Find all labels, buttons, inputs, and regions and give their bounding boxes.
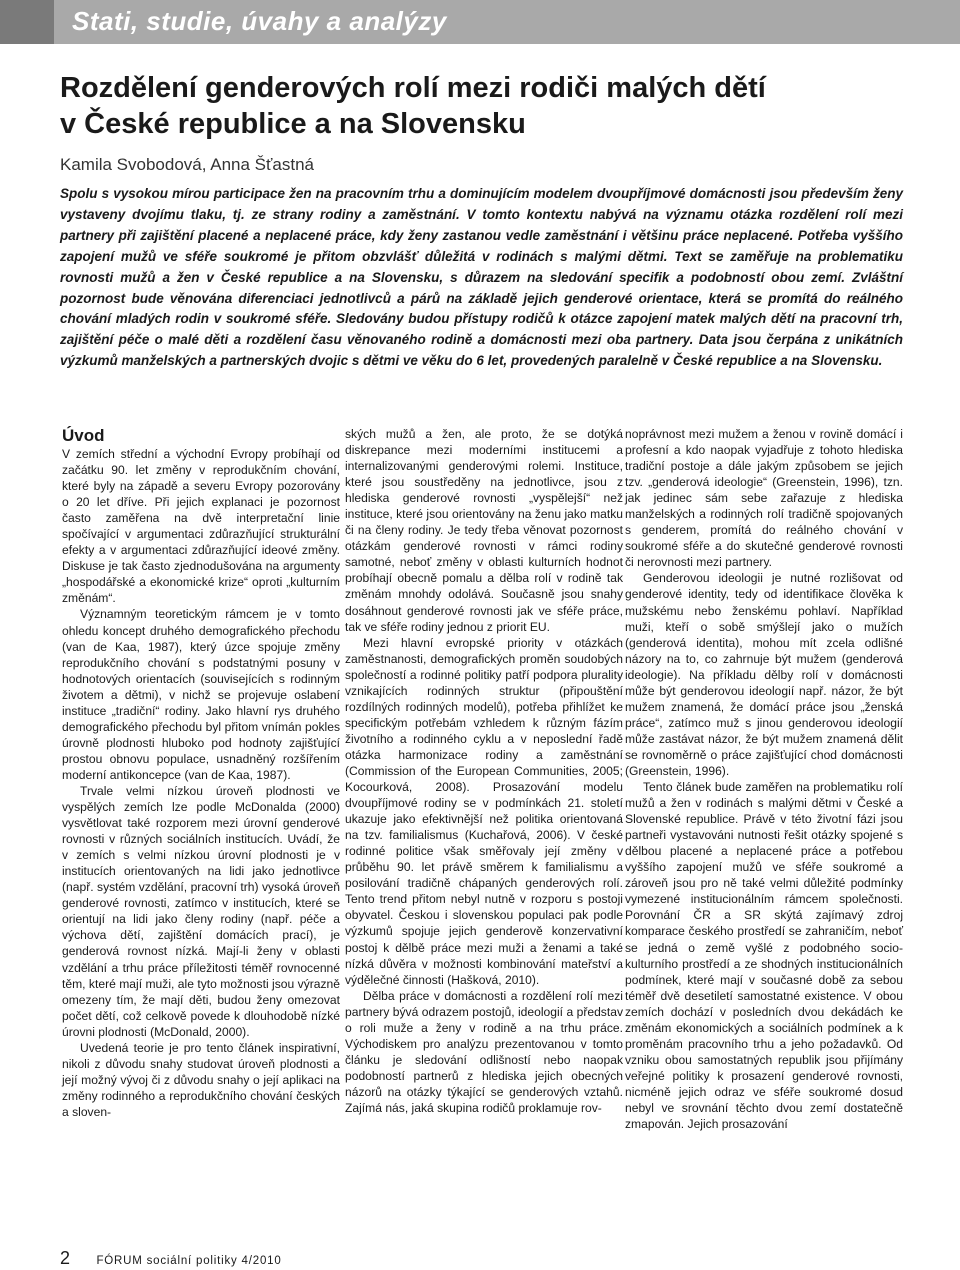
page-footer: [60, 1248, 282, 1269]
article-title: [60, 70, 900, 142]
article-title-line-2: v České republice a na Slovensku: [60, 108, 526, 140]
section-heading: Úvod: [62, 426, 105, 445]
paragraph: Trvale velmi nízkou úroveň plodnosti ve vyspělých zemích lze podle McDonalda (2000) vysvětlovat také rozporem mezi úrovní genderové rovnosti v různých sociálních institucích. Uvádí, že v zemích s velmi nízkou úrovní plodnosti je v institucích orientovaných na lidi jako jednotlivce (např. systém vzdělání, pracovní trh) vysoká úroveň genderové rovnosti, zatímco v institucích, které se orientují na lidi jako členy rodiny (např. péče a výchova dětí, zajištění domácích prací), je genderová rovnost nízká. Mají-li ženy v oblasti vzdělání a trhu práce příležitosti téměř rovnocenné těm, které mají muži, ale tyto možnosti jsou výrazně omezeny tím, že mají děti, budou ženy omezovat počet dětí, což celkově povede k dlouhodobě nízké úrovni plodnosti (McDonald, 2000).: [62, 783, 340, 1039]
text-column-1: [62, 426, 340, 1120]
paragraph: noprávnost mezi mužem a ženou v rovině domácí i profesní a kdo naopak vyjadřuje z tohoto hlediska tradiční postoje a dále jakým způsobem se jejich tzv. „genderová ideologie“ (Greenstein, 1996), tzn. jak jedinec sám sebe zařazuje z hlediska manželských a rodinných rolí tradičně spojovaných s genderem, promítá do reálného chování v soukromé sféře a do skutečné genderové rovnosti či nerovnosti mezi partnery.: [625, 427, 903, 570]
paragraph: V zemích střední a východní Evropy probíhají od začátku 90. let změny v reprodukčním chování, které byly na západě a severu Evropy pozorovány o 20 let dříve. Při jejich explanaci je pozornost často zaměřena na dvě interpretační linie spočívající v argumentaci zdůrazňující strukturální efekty a v argumentaci zdůrazňující ideové změny. Diskuse je tak často zjednodušována na argumenty „hospodářské a ekonomické krize“ oproti „kulturním změnám“.: [62, 447, 340, 606]
paragraph: Dělba práce v domácnosti a rozdělení rolí mezi partnery bývá odrazem postojů, ideologií a představ o roli muže a ženy v rodině a na trhu práce. Východiskem pro analýzu prezentovanou v tomto článku je sledování odlišností nebo naopak podobností partnerů z hlediska jejich obecných názorů na otázky týkající se genderových vztahů. Zajímá nás, jaká skupina rodičů proklamuje rov-: [345, 988, 623, 1115]
section-header-band: [0, 0, 960, 44]
article-title-line-1: Rozdělení genderových rolí mezi rodiči malých dětí: [60, 72, 766, 104]
paragraph: ských mužů a žen, ale proto, že se dotýká diskrepance mezi moderními institucemi a internalizovanými genderovými rolemi. Instituce, které jsou soustředěny na jednotlivce, jsou z hlediska genderové rovnosti „vyspělejší“ než instituce, které jsou orientovány na ženu jako matku či na členy rodiny. Je tedy třeba věnovat pozornost otázkám genderové rovnosti v rámci rodiny samotné, neboť změny v oblasti kulturních hodnot probíhají obecně pomalu a dělba rolí v rodině tak změnám mnohdy odolává. Současně jsou snahy dosáhnout genderové rovnosti jak ve sféře práce, tak ve sféře rodiny jednou z priorit EU.: [345, 427, 623, 634]
paragraph: Významným teoretickým rámcem je v tomto ohledu koncept druhého demografického přechodu (van de Kaa, 1987), který úzce spojuje změny reprodukčního chování s podstatnými posuny v hodnotových orientacích (souvisejících s rodinným životem a dětmi), v nichž se projevuje oslabení instituce „tradiční“ rodiny. Jako hlavní rys druhého demografického přechodu byl přitom vnímán pokles úrovně plodnosti hluboko pod hodnoty zajišťující prostou obnovu populace, usnadněný rozšířením moderní antikoncepce (van de Kaa, 1987).: [62, 607, 340, 782]
article-authors: Kamila Svobodová, Anna Šťastná: [60, 155, 314, 174]
page-number: 2: [60, 1248, 71, 1268]
journal-name: FÓRUM sociální politiky 4/2010: [96, 1255, 282, 1267]
header-accent-block: [0, 0, 54, 44]
paragraph: Tento článek bude zaměřen na problematiku rolí mužů a žen v rodinách s malými dětmi v České a Slovenské republice. Právě v této životní fázi jsou partneři vystavováni nutnosti řešit otázky spojené s dělbou placené a neplacené práce a potřebou vyššího zapojení mužů ve sféře soukromé a zároveň jsou pro ně také velmi důležité podmínky vymezené institucionálním rámcem společnosti. Porovnání ČR a SR skýtá zajímavý zdroj komparace českého prostředí se zahraničím, neboť se jedná o země vyšlé z podobného socio-kulturního prostředí a ze shodných institucionálních podmínek, které mají v současné době za sebou téměř dvě desetiletí samostatné existence. V obou zemích dochází v posledních dvou dekádách ke změnám ekonomických a sociálních podmínek a k proměnám pracovního trhu a jeho požadavků. Od vzniku obou samostatných republik jsou přijímány veřejné politiky k prosazení genderové rovnosti, nicméně jejich odraz ve sféře soukromé dosud nebyl ve srovnání těchto dvou zemí dostatečně zmapován. Jejich prosazování: [625, 780, 903, 1132]
paragraph: Mezi hlavní evropské priority v otázkách zaměstnanosti, demografických proměn soudobých společností a rodinné politiky patří podpora plurality vznikajících rodinných struktur (připouštění rozdílných rodinných modelů), potřeba přihlížet ke specifickým potřebám vzhledem k různým fázím životního a rodinného cyklu a v neposlední řadě otázka harmonizace rodiny a zaměstnání (Commission of the European Communities, 2005; Kocourková, 2008). Prosazování modelu dvoupříjmové rodiny se v podmínkách 21. století ukazuje jako efektivnější než politika orientovaná na tzv. familialismus (Kuchařová, 2006). V české rodinné politice však směřovaly její změny v průběhu 90. let právě směrem k familialismu a posilování tradičně chápaných genderových rolí. Tento trend přitom nebyl nutně v rozporu s postoji obyvatel. Českou i slovenskou populaci pak podle výzkumů spojuje jejich genderově konzervativní postoj k dělbě práce mezi muži a ženami a také nízká důvěra v možnosti kombinování mateřství a výdělečné činnosti (Hašková, 2010).: [345, 635, 623, 987]
text-column-2: [345, 426, 623, 1116]
paragraph: Uvedená teorie je pro tento článek inspirativní, nikoli z důvodu snahy studovat úroveň plodnosti a její možný vývoj či z důvodu snahy o její aplikaci na změny rodinného a reprodukčního chování českých a sloven-: [62, 1040, 340, 1119]
article-abstract: Spolu s vysokou mírou participace žen na pracovním trhu a dominujícím modelem dvoupříjmové domácnosti jsou především ženy vystaveny dvojímu tlaku, tj. ze strany rodiny a zaměstnání. V tomto kontextu nabývá na významu otázka rozdělení rolí mezi partnery při zajištění placené a neplacené práce, kdy ženy zastanou vedle zaměstnání i většinu práce neplacené. Potřeba vyššího zapojení mužů ve sféře soukromé je přitom obzvlášť důležitá v rodinách s malými dětmi. Text se zaměřuje na problematiku rovnosti mužů a žen v České republice a na Slovensku, s důrazem na sledování specifik a podobností obou zemí. Zvláštní pozornost bude věnována diferenciaci jednotlivců a párů na základě jejich genderové orientace, která se promítá do reálného chování mladých rodin v soukromé sféře. Sledovány budou přístupy rodičů k otázce zapojení matek malých dětí na pracovní trh, zajištění péče o malé děti a rozdělení času věnovaného rodině a domácnosti mezi oba partnery. Data jsou čerpána z unikátních výzkumů manželských a partnerských dvojic s dětmi ve věku do 6 let, provedených paralelně v České republice a na Slovensku.: [60, 186, 903, 369]
paragraph: Genderovou ideologii je nutné rozlišovat od genderové identity, tedy od identifikace člověka k mužskému nebo ženskému pohlaví. Například muži, kteří o sobě smýšlejí jako o mužích (genderová identita), mohou mít zcela odlišné názory na to, co zahrnuje být mužem (genderová ideologie). Na příkladu dělby rolí v domácnosti může být genderovou ideologií např. názor, že být mužem znamená, že domácí práce jsou „ženská práce“, zatímco muž s jinou genderovou ideologií může zastávat názor, že být mužem znamená dělit se rovnoměrně o práce zajišťující chod domácnosti (Greenstein, 1996).: [625, 571, 903, 778]
text-column-3: [625, 426, 903, 1132]
section-title: Stati, studie, úvahy a analýzy: [72, 6, 447, 36]
